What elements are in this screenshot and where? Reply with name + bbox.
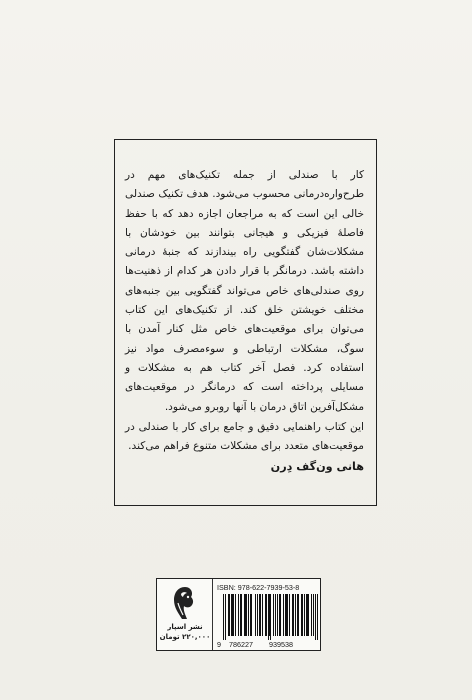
barcode-bar [283, 594, 284, 636]
barcode-panel [156, 578, 321, 651]
barcode-bar [297, 594, 298, 636]
isbn-label: ISBN: 978-622-7939-53-8 [217, 583, 300, 592]
barcode-bar [241, 594, 242, 636]
barcode-bar [244, 594, 245, 636]
barcode-bar [315, 594, 316, 640]
barcode-bar [228, 594, 229, 636]
barcode-bar [279, 594, 280, 636]
barcode-bar [265, 594, 266, 636]
barcode-bar [307, 594, 308, 636]
blurb-paragraph-1: کار با صندلی از جمله تکنیک‌های مهم در طرح‌واره‌درمانی محسوب می‌شود. هدف تکنیک صندلی خالی این است که به مراجعان اجازه دهد که با حفظ فاصلهٔ فیزیکی و هیجانی بتوانند بین خودشان با مشکلات‌شان گفتگویی راه بیندازند که جنبهٔ درمانی داشته باشد. درمانگر با قرار دادن هر کدام از ذهنیت‌ها روی صندلی‌های خاص می‌تواند گفتگویی بین جنبه‌های مختلف خویشتن خلق کند. از تکنیک‌های این کتاب می‌توان برای موقعیت‌های خاص مثل کنار آمدن با سوگ، مشکلات ارتباطی و سوءمصرف مواد نیز استفاده کرد. فصل آخر کتاب هم به مشکلات و مسایلی پرداخته است که درمانگر در موقعیت‌های مشکل‌آفرین اتاق درمان با آنها روبرو می‌شود. [125, 169, 364, 413]
barcode-bar [232, 594, 233, 636]
barcode-bar [260, 594, 261, 636]
barcode-bar [285, 594, 286, 636]
barcode-bar [235, 594, 236, 636]
barcode-bar [238, 594, 239, 636]
author-name: هانی ون‌گف دِرن [270, 460, 364, 474]
publisher-name: نشر اسپار [167, 623, 203, 631]
barcode-bar [257, 594, 258, 636]
barcode-bar [268, 594, 269, 640]
barcode-bar [259, 594, 260, 636]
barcode-digits-right: 939538 [269, 640, 293, 649]
barcode-bar [286, 594, 287, 636]
barcode-bar [287, 594, 288, 636]
barcode-bar [229, 594, 230, 636]
barcode-bar [245, 594, 246, 636]
barcode-bar [269, 594, 270, 636]
blurb-paragraph-2: این کتاب راهنمایی دقیق و جامع برای کار با صندلی در موقعیت‌های متعدد برای مشکلات متنوع فراهم می‌کند. [125, 420, 364, 453]
publisher-logo-block [157, 579, 213, 650]
price-label: ۲۲۰,۰۰۰ تومان [159, 633, 211, 641]
barcode-bar [251, 594, 252, 636]
barcode-bar [231, 594, 232, 636]
barcode-bar [262, 594, 263, 636]
blurb-frame [114, 139, 377, 506]
barcode-bar [275, 594, 276, 636]
barcode-bar [266, 594, 267, 636]
barcode-bar [223, 594, 224, 640]
barcode-digits-left: 786227 [229, 640, 253, 649]
barcode-bar [289, 594, 290, 636]
barcode-bar [280, 594, 281, 636]
barcode-bar [270, 594, 271, 640]
barcode-bar [295, 594, 296, 636]
barcode-bar [311, 594, 312, 636]
barcode-bar [304, 594, 305, 636]
barcode-bar [306, 594, 307, 636]
barcode-bar [308, 594, 309, 636]
barcode-bar [250, 594, 251, 636]
barcode-bar [240, 594, 241, 636]
barcode-bar [248, 594, 249, 636]
barcode-bar [292, 594, 293, 636]
barcode-bar [255, 594, 256, 636]
barcode-bar [302, 594, 303, 636]
barcode-bar [246, 594, 247, 636]
barcode-digit-lead: 9 [217, 640, 221, 649]
barcode-bar [317, 594, 318, 640]
barcode-bar [233, 594, 234, 636]
barcode-bar [225, 594, 226, 640]
barcode-bar [313, 594, 314, 636]
barcode-bar [298, 594, 299, 636]
barcode-bars [223, 594, 318, 640]
barcode-bar [277, 594, 278, 636]
barcode-bar [293, 594, 294, 636]
barcode-bar [273, 594, 274, 636]
horse-head-icon [172, 585, 198, 621]
barcode-bar [301, 594, 302, 636]
